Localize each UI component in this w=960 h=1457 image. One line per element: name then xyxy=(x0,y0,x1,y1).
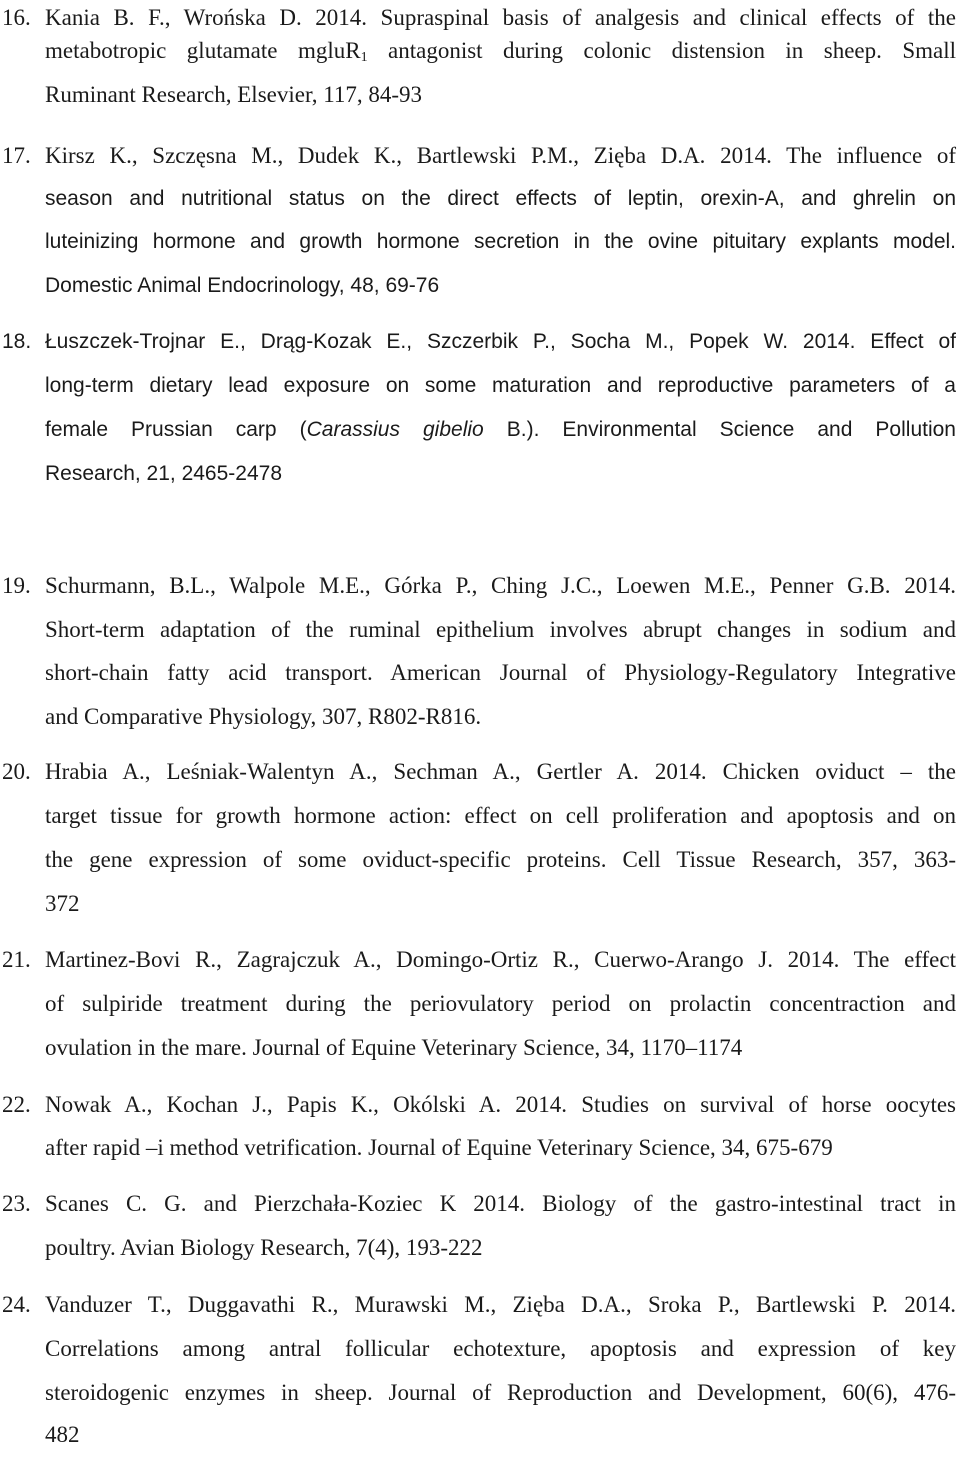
reference-line: ovulation in the mare. Journal of Equine Veterinary Science, 34, 1170–1174 xyxy=(45,1035,743,1060)
reference-line: poultry. Avian Biology Research, 7(4), 193-222 xyxy=(45,1235,483,1260)
reference-number: 16. xyxy=(2,5,31,30)
reference-number: 20. xyxy=(2,759,31,784)
reference-number: 23. xyxy=(2,1191,31,1216)
reference-line: Kania B. F., Wrońska D. 2014. Supraspinal basis of analgesis and clinical effects of the xyxy=(45,5,956,30)
reference-line: Kirsz K., Szczęsna M., Dudek K., Bartlewski P.M., Zięba D.A. 2014. The influence of xyxy=(45,143,956,168)
reference-line: Łuszczek-Trojnar E., Drąg-Kozak E., Szczerbik P., Socha M., Popek W. 2014. Effect of xyxy=(45,330,956,353)
reference-line: Scanes C. G. and Pierzchała-Koziec K 2014. Biology of the gastro-intestinal tract in xyxy=(45,1191,956,1216)
reference-line: target tissue for growth hormone action: effect on cell proliferation and apoptosis and on xyxy=(45,803,956,828)
reference-line: 372 xyxy=(45,891,80,916)
reference-line: long-term dietary lead exposure on some maturation and reproductive parameters of a xyxy=(45,374,956,397)
reference-number: 17. xyxy=(2,143,31,168)
reference-line: season and nutritional status on the direct effects of leptin, orexin-A, and ghrelin on xyxy=(45,187,956,210)
reference-line: Domestic Animal Endocrinology, 48, 69-76 xyxy=(45,274,440,297)
reference-number: 24. xyxy=(2,1292,31,1317)
reference-line: Martinez-Bovi R., Zagrajczuk A., Domingo-Ortiz R., Cuerwo-Arango J. 2014. The effect xyxy=(45,947,956,972)
reference-number: 18. xyxy=(2,330,32,353)
reference-number: 19. xyxy=(2,573,31,598)
reference-line: Nowak A., Kochan J., Papis K., Okólski A. 2014. Studies on survival of horse oocytes xyxy=(45,1092,956,1117)
reference-line: Short-term adaptation of the ruminal epithelium involves abrupt changes in sodium and xyxy=(45,617,956,642)
reference-line: Ruminant Research, Elsevier, 117, 84-93 xyxy=(45,82,422,107)
reference-line: after rapid –i method vetrification. Journal of Equine Veterinary Science, 34, 675-679 xyxy=(45,1135,833,1160)
reference-line: Hrabia A., Leśniak-Walentyn A., Sechman A., Gertler A. 2014. Chicken oviduct – the xyxy=(45,759,956,784)
reference-line: and Comparative Physiology, 307, R802-R816. xyxy=(45,704,482,729)
reference-line: short-chain fatty acid transport. American Journal of Physiology-Regulatory Integrative xyxy=(45,660,956,685)
reference-line: Correlations among antral follicular echotexture, apoptosis and expression of key xyxy=(45,1336,956,1361)
reference-line: Schurmann, B.L., Walpole M.E., Górka P., Ching J.C., Loewen M.E., Penner G.B. 2014. xyxy=(45,573,956,598)
reference-line: metabotropic glutamate mgluR$_1$ antagonist during colonic distension in sheep. Small xyxy=(45,38,956,65)
subscript: 1 xyxy=(360,50,368,65)
reference-line: female Prussian carp (Carassius gibelio B.). Environmental Science and Pollution xyxy=(45,418,956,441)
reference-number: 22. xyxy=(2,1092,31,1117)
reference-line: Research, 21, 2465-2478 xyxy=(45,462,282,485)
reference-line: 482 xyxy=(45,1422,80,1447)
reference-line: Vanduzer T., Duggavathi R., Murawski M., Zięba D.A., Sroka P., Bartlewski P. 2014. xyxy=(45,1292,956,1317)
reference-line: luteinizing hormone and growth hormone secretion in the ovine pituitary explants model. xyxy=(45,230,956,253)
reference-line: the gene expression of some oviduct-specific proteins. Cell Tissue Research, 357, 363- xyxy=(45,847,956,872)
reference-line: steroidogenic enzymes in sheep. Journal of Reproduction and Development, 60(6), 476- xyxy=(45,1380,956,1405)
reference-number: 21. xyxy=(2,947,31,972)
italic-species-name: Carassius gibelio xyxy=(306,418,484,441)
reference-line: of sulpiride treatment during the periovulatory period on prolactin concentraction and xyxy=(45,991,956,1016)
